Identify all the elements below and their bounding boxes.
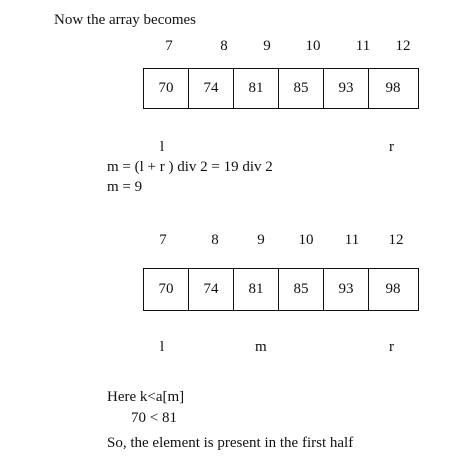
index-label: 8: [220, 38, 228, 54]
array-cell: 98: [385, 80, 401, 96]
array-cell: 81: [234, 269, 279, 310]
index-label: 9: [257, 232, 265, 248]
index-label: 8: [211, 232, 219, 248]
array-cell: 74: [189, 69, 234, 108]
array-cell: 98: [385, 281, 401, 297]
comparison-line-1: Here k<a[m]: [107, 389, 185, 405]
index-label: 12: [388, 232, 404, 248]
index-label: 7: [165, 38, 173, 54]
array-cell: 85: [279, 69, 324, 108]
index-label: 11: [355, 38, 371, 54]
comparison-line-3: So, the element is present in the first half: [107, 435, 354, 451]
index-label: 10: [305, 38, 321, 54]
mid-calculation: m = (l + r ) div 2 = 19 div 2: [107, 159, 273, 175]
array-cell: 93: [324, 269, 369, 310]
pointer-r: r: [389, 139, 394, 155]
index-label: 10: [298, 232, 314, 248]
array-cell: 70: [144, 69, 189, 108]
array-cell: 93: [324, 69, 369, 108]
mid-result: m = 9: [107, 179, 143, 195]
heading: Now the array becomes: [54, 12, 197, 28]
array-cell: 85: [279, 269, 324, 310]
array-cell: 81: [234, 69, 279, 108]
array-cell: 70: [144, 269, 189, 310]
pointer-r: r: [389, 339, 394, 355]
pointer-m: m: [255, 339, 267, 355]
array-box-1: [143, 68, 419, 109]
index-label: 9: [263, 38, 271, 54]
array-box-2: [143, 268, 419, 311]
index-label: 7: [159, 232, 167, 248]
pointer-l: l: [160, 339, 165, 355]
index-label: 11: [344, 232, 360, 248]
pointer-l: l: [160, 139, 165, 155]
array-cell: 74: [189, 269, 234, 310]
comparison-line-2: 70 < 81: [131, 410, 177, 426]
index-label: 12: [395, 38, 411, 54]
